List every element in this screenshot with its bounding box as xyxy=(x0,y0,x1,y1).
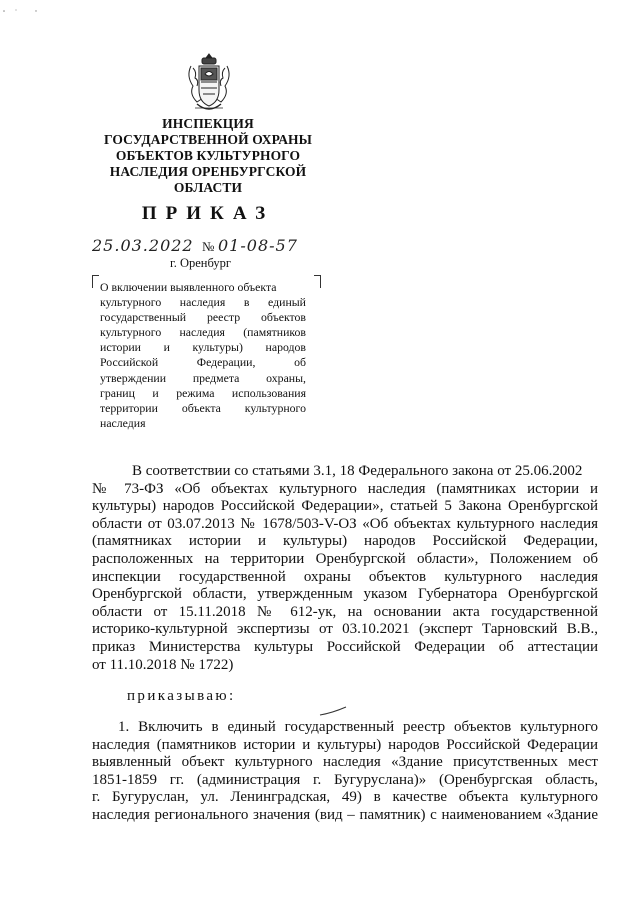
item-line: выявленный объект культурного наследия «Здание присутственных мест xyxy=(92,754,598,771)
preamble-line: области от 03.07.2013 № 1678/503-V-ОЗ «Об объектах культурного наследия xyxy=(92,515,598,532)
subject-line: истории и культуры) народов xyxy=(100,340,306,355)
preamble-line: (памятниках истории и культуры) народов Российской Федерации, xyxy=(92,533,598,550)
preamble-line: культуры) народов Российской Федерации», статьей 5 Закона Оренбургской xyxy=(92,498,598,515)
subject-line: утверждении предмета охраны, xyxy=(100,370,306,385)
org-line: ИНСПЕКЦИЯ xyxy=(162,116,254,131)
subject-bracket-left xyxy=(92,275,99,288)
preamble-line: расположенных на территории Оренбургской области», Положением об xyxy=(92,550,598,567)
order-subject xyxy=(100,280,306,431)
document-type-title: ПРИКАЗ xyxy=(141,203,275,224)
order-item-1 xyxy=(92,719,598,825)
preamble-line: Оренбургской области, утвержденным указом Губернатора Оренбургской xyxy=(92,586,598,603)
subject-line: О включении выявленного объекта xyxy=(100,280,277,294)
preamble-line: инспекции государственной охраны объектов культурного наследия xyxy=(92,568,598,585)
item-line: наследия (памятников истории и культуры) народов Российской Федерации xyxy=(92,736,598,753)
subject-line: государственный реестр объектов xyxy=(100,310,306,325)
preamble-line: области от 15.11.2018 № 612-ук, на основании акта государственной xyxy=(92,603,598,620)
preamble-line: № 73-ФЗ «Об объектах культурного наследия (памятниках истории и xyxy=(92,480,598,497)
item-line: 1. Включить в единый государственный реестр объектов культурного xyxy=(118,719,598,735)
subject-line: границ и режима использования xyxy=(100,385,306,400)
preamble-paragraph xyxy=(92,463,598,674)
handwritten-mark xyxy=(318,705,348,717)
subject-bracket-right xyxy=(314,275,321,288)
issuing-authority xyxy=(95,116,321,196)
coat-of-arms-emblem xyxy=(185,52,233,114)
preamble-line: В соответствии со статьями 3.1, 18 Федерального закона от 25.06.2002 xyxy=(132,463,583,479)
item-line: г. Бугуруслан, ул. Ленинградская, 49) в качестве объекта культурного xyxy=(92,789,598,806)
subject-line: культурного наследия в единый xyxy=(100,295,306,310)
order-operative-word: приказываю: xyxy=(127,688,236,704)
org-line: НАСЛЕДИЯ ОРЕНБУРГСКОЙ xyxy=(109,164,307,179)
subject-line: Российской Федерации, об xyxy=(100,355,306,370)
item-line: 1851-1859 гг. (администрация г. Бугуруслана)» (Оренбургская область, xyxy=(92,771,598,788)
preamble-line: приказ Министерства культуры Российской Федерации об аттестации xyxy=(92,638,598,655)
preamble-line: от 11.10.2018 № 1722) xyxy=(92,656,234,673)
org-line: ОБЛАСТИ xyxy=(173,180,243,195)
item-line: наследия регионального значения (вид – памятник) с наименованием «Здание xyxy=(92,806,598,823)
preamble-line: историко-культурной экспертизы от 03.10.2021 (эксперт Тарновский В.В., xyxy=(92,621,598,638)
subject-line: территории объекта культурного xyxy=(100,400,306,415)
subject-line: культурного наследия (памятников xyxy=(100,325,306,340)
city-label: г. Оренбург xyxy=(170,256,231,270)
org-line: ОБЪЕКТОВ КУЛЬТУРНОГО xyxy=(115,148,301,163)
order-number: 01-08-57 xyxy=(218,236,298,255)
number-sign: № xyxy=(202,239,215,254)
subject-line: наследия xyxy=(100,415,146,430)
org-line: ГОСУДАРСТВЕННОЙ ОХРАНЫ xyxy=(103,132,313,147)
order-date: 25.03.2022 xyxy=(92,236,194,255)
date-number-line xyxy=(92,236,332,256)
scan-artifact xyxy=(0,8,40,14)
